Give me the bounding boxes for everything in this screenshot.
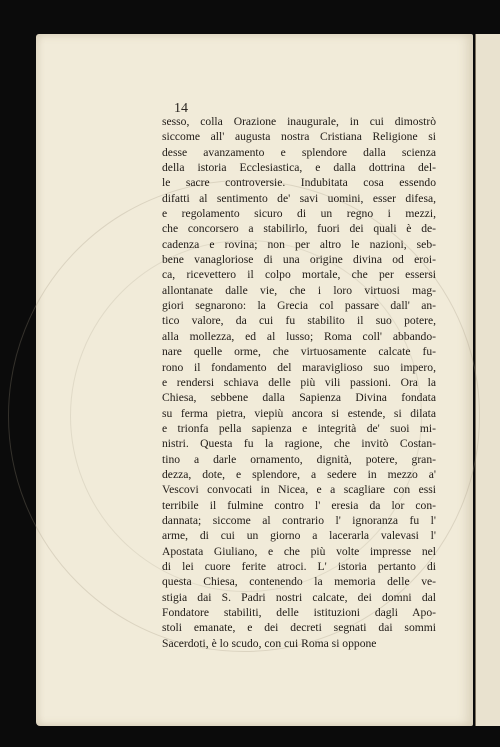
text-line: Sacerdoti, è lo scudo, con cui Roma si oppone: [162, 636, 377, 650]
text-line: dezza, dote, e splendore, a sedere in mezzo a': [162, 467, 436, 481]
text-line: che concorsero a stabilirlo, fuori dei quali è de-: [162, 222, 436, 236]
text-line: nare quelle orme, che virtuosamente calcate fu-: [162, 345, 436, 359]
text-line: di lei cuore ferite atroci. L' istoria pertanto di: [162, 559, 436, 573]
text-line: sesso, colla Orazione inaugurale, in cui dimostrò: [162, 115, 436, 128]
text-line: Vescovi convocati in Nicea, e a scagliare con essi: [162, 483, 436, 497]
text-line: Fondatore stabiliti, delle istituzioni dagli Apo-: [162, 606, 436, 619]
adjacent-page-edge: [475, 34, 500, 726]
text-line: e rendersi schiava delle più vili passioni. Ora la: [162, 375, 436, 389]
text-line: tico valore, da cui fu stabilito il suo potere,: [162, 314, 436, 328]
text-line: bene vanagloriose di una origine divina od eroi-: [162, 253, 436, 267]
text-line: dannata; siccome al contrario l' ignoranza fu l': [162, 513, 436, 527]
text-line: siccome all' augusta nostra Cristiana Religione si: [162, 130, 436, 144]
text-line: ca, ricevettero il colpo mortale, che per essersi: [162, 268, 436, 282]
text-line: e trionfa pella sapienza e integrità de' suoi mi-: [162, 421, 436, 435]
page-number: 14: [174, 101, 188, 116]
text-line: tino a darle ornamento, dignità, potere, gran-: [162, 452, 436, 466]
text-line: su ferma pietra, viepiù ancora si estende, si dilata: [162, 406, 436, 420]
text-line: le sacre controversie. Indubitata cosa essendo: [162, 176, 436, 190]
text-line: allontanate dalle vie, che i loro virtuosi mag-: [162, 283, 436, 297]
text-line: nistri. Questa fu la ragione, che invitò Costan-: [162, 437, 436, 451]
text-line: Apostata Giuliano, e che più volte impresse nel: [162, 544, 436, 558]
body-text: [162, 114, 436, 651]
text-line: questa Chiesa, contenendo la memoria delle ve-: [162, 575, 436, 589]
text-line: Chiesa, sebbene dalla Sapienza Divina fondata: [162, 391, 436, 405]
text-line: arme, di cui un giorno a lacerarla valevasi l': [162, 529, 436, 543]
text-line: giori segnarono: la Grecia col passare dall' an-: [162, 299, 436, 313]
text-line: stigia dai S. Padri nostri calcate, dei domni dal: [162, 590, 436, 604]
text-line: e regolamento sicuro di un regno i mezzi,: [162, 207, 436, 221]
text-line: stoli emanate, e dei decreti segnati dai sommi: [162, 621, 436, 635]
text-line: terribile il fulmine contro l' eresia da lor con-: [162, 498, 436, 512]
text-line: della istoria Ecclesiastica, e dalla dottrina del-: [162, 161, 436, 175]
text-line: cadenza e rovina; non per altro le nazioni, seb-: [162, 237, 436, 251]
text-line: desse avanzamento e splendore dalla scienza: [162, 145, 436, 159]
text-line: rono il fondamento del maraviglioso suo impero,: [162, 360, 436, 374]
text-line: difatti al sentimento de' savi uomini, esser difesa,: [162, 191, 436, 205]
text-line: alla mollezza, ed al lusso; Roma coll' abbando-: [162, 329, 436, 343]
